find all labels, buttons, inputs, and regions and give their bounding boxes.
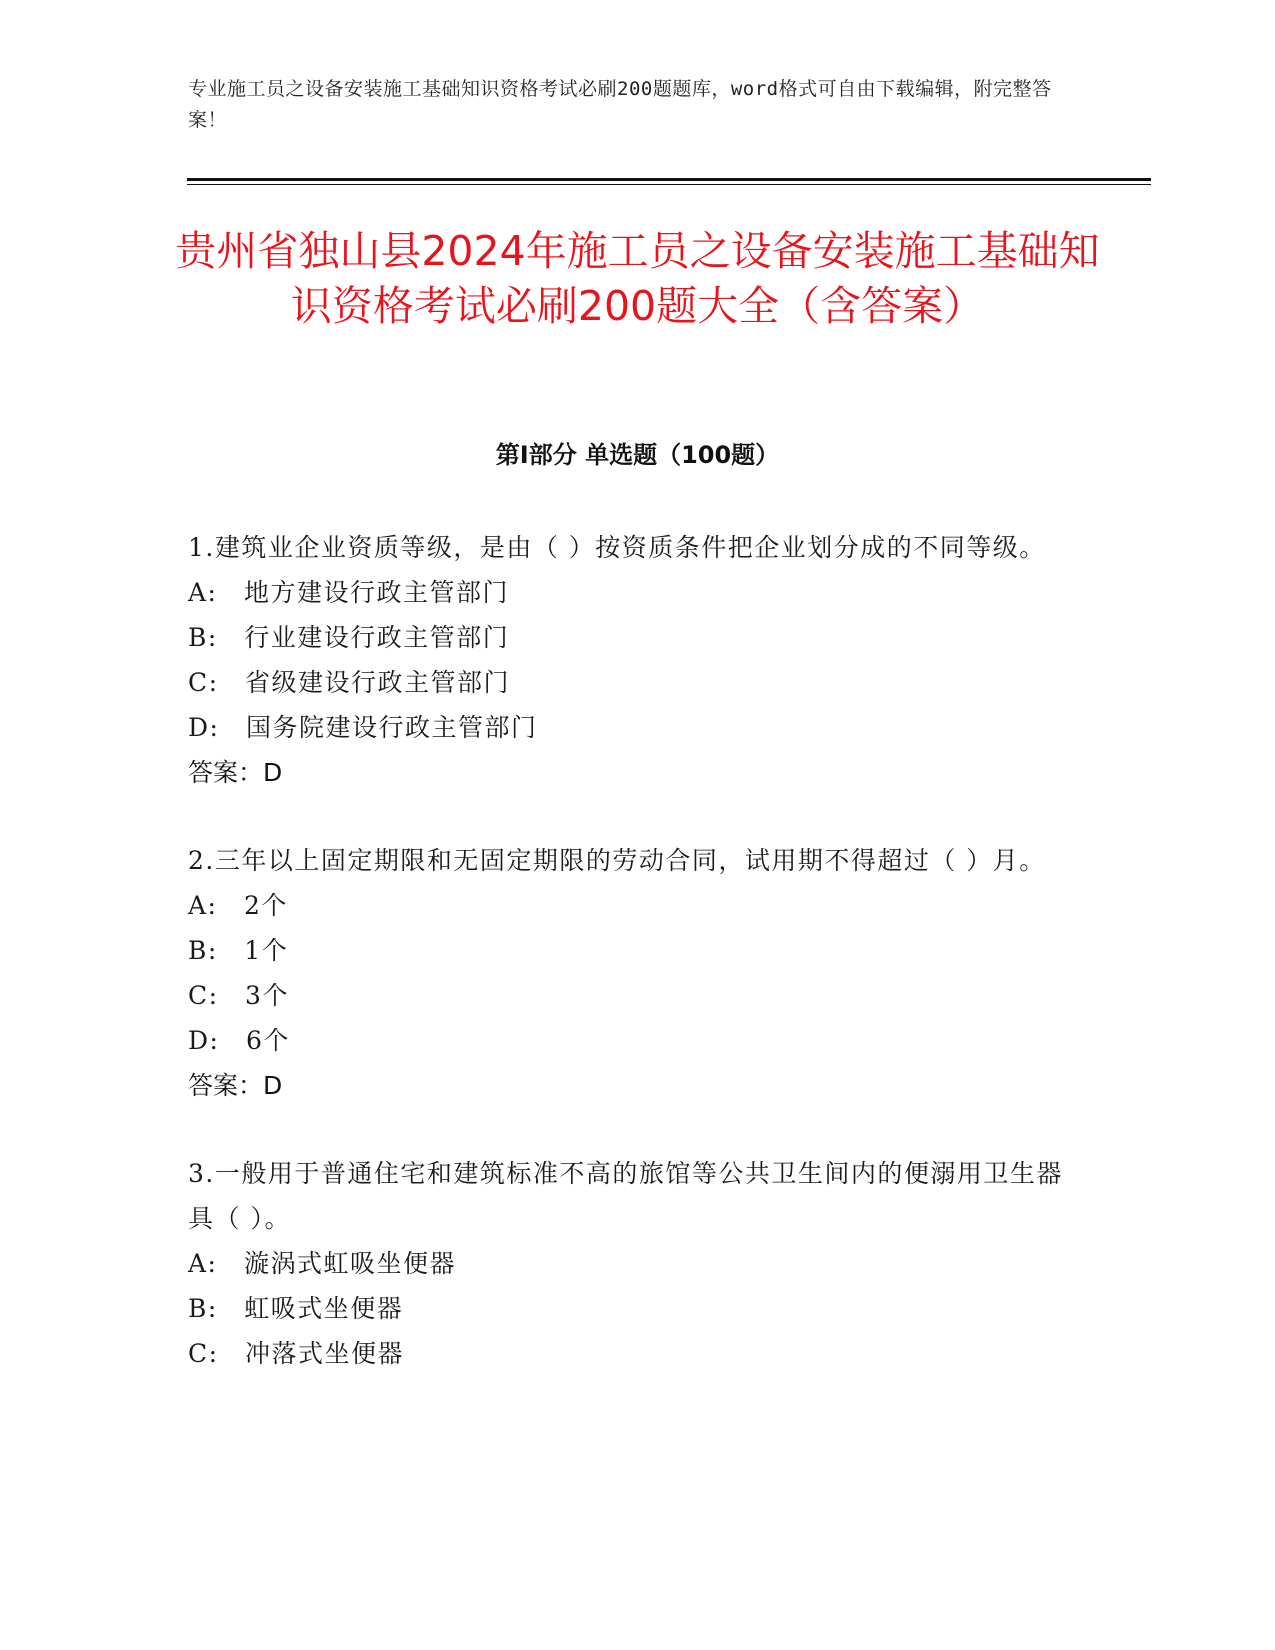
- question-2: [188, 838, 1088, 1108]
- option-a: A: 漩涡式虹吸坐便器: [188, 1249, 456, 1278]
- section-title: 第Ⅰ部分 单选题（100题）: [495, 441, 780, 469]
- question-list: [188, 525, 1088, 1419]
- option-d: D: 6个: [188, 1026, 290, 1055]
- header-divider-thin: [187, 184, 1151, 185]
- header-divider-thick: [187, 178, 1151, 181]
- question-stem: 1.建筑业企业资质等级，是由（ ）按资质条件把企业划分成的不同等级。: [188, 533, 1046, 562]
- question-1: [188, 525, 1088, 795]
- document-title: 贵州省独山县2024年施工员之设备安装施工基础知识资格考试必刷200题大全（含答案）: [175, 227, 1100, 330]
- option-c: C: 3个: [188, 981, 289, 1010]
- question-3: [188, 1151, 1088, 1376]
- answer-line: 答案：D: [188, 1071, 283, 1100]
- option-b: B: 1个: [188, 936, 289, 965]
- question-stem: 3.一般用于普通住宅和建筑标准不高的旅馆等公共卫生间内的便溺用卫生器具（ ）。: [188, 1159, 1063, 1233]
- question-stem: 2.三年以上固定期限和无固定期限的劳动合同，试用期不得超过（ ）月。: [188, 846, 1046, 875]
- option-a: A: 2个: [188, 891, 288, 920]
- option-b: B: 行业建设行政主管部门: [188, 623, 510, 652]
- option-b: B: 虹吸式坐便器: [188, 1294, 404, 1323]
- header-note: 专业施工员之设备安装施工基础知识资格考试必刷200题题库，word格式可自由下载编辑，附完整答案！: [188, 78, 1052, 131]
- answer-line: 答案：D: [188, 758, 283, 787]
- option-a: A: 地方建设行政主管部门: [188, 578, 509, 607]
- option-c: C: 省级建设行政主管部门: [188, 668, 511, 697]
- option-d: D: 国务院建设行政主管部门: [188, 713, 538, 742]
- option-c: C: 冲落式坐便器: [188, 1339, 405, 1368]
